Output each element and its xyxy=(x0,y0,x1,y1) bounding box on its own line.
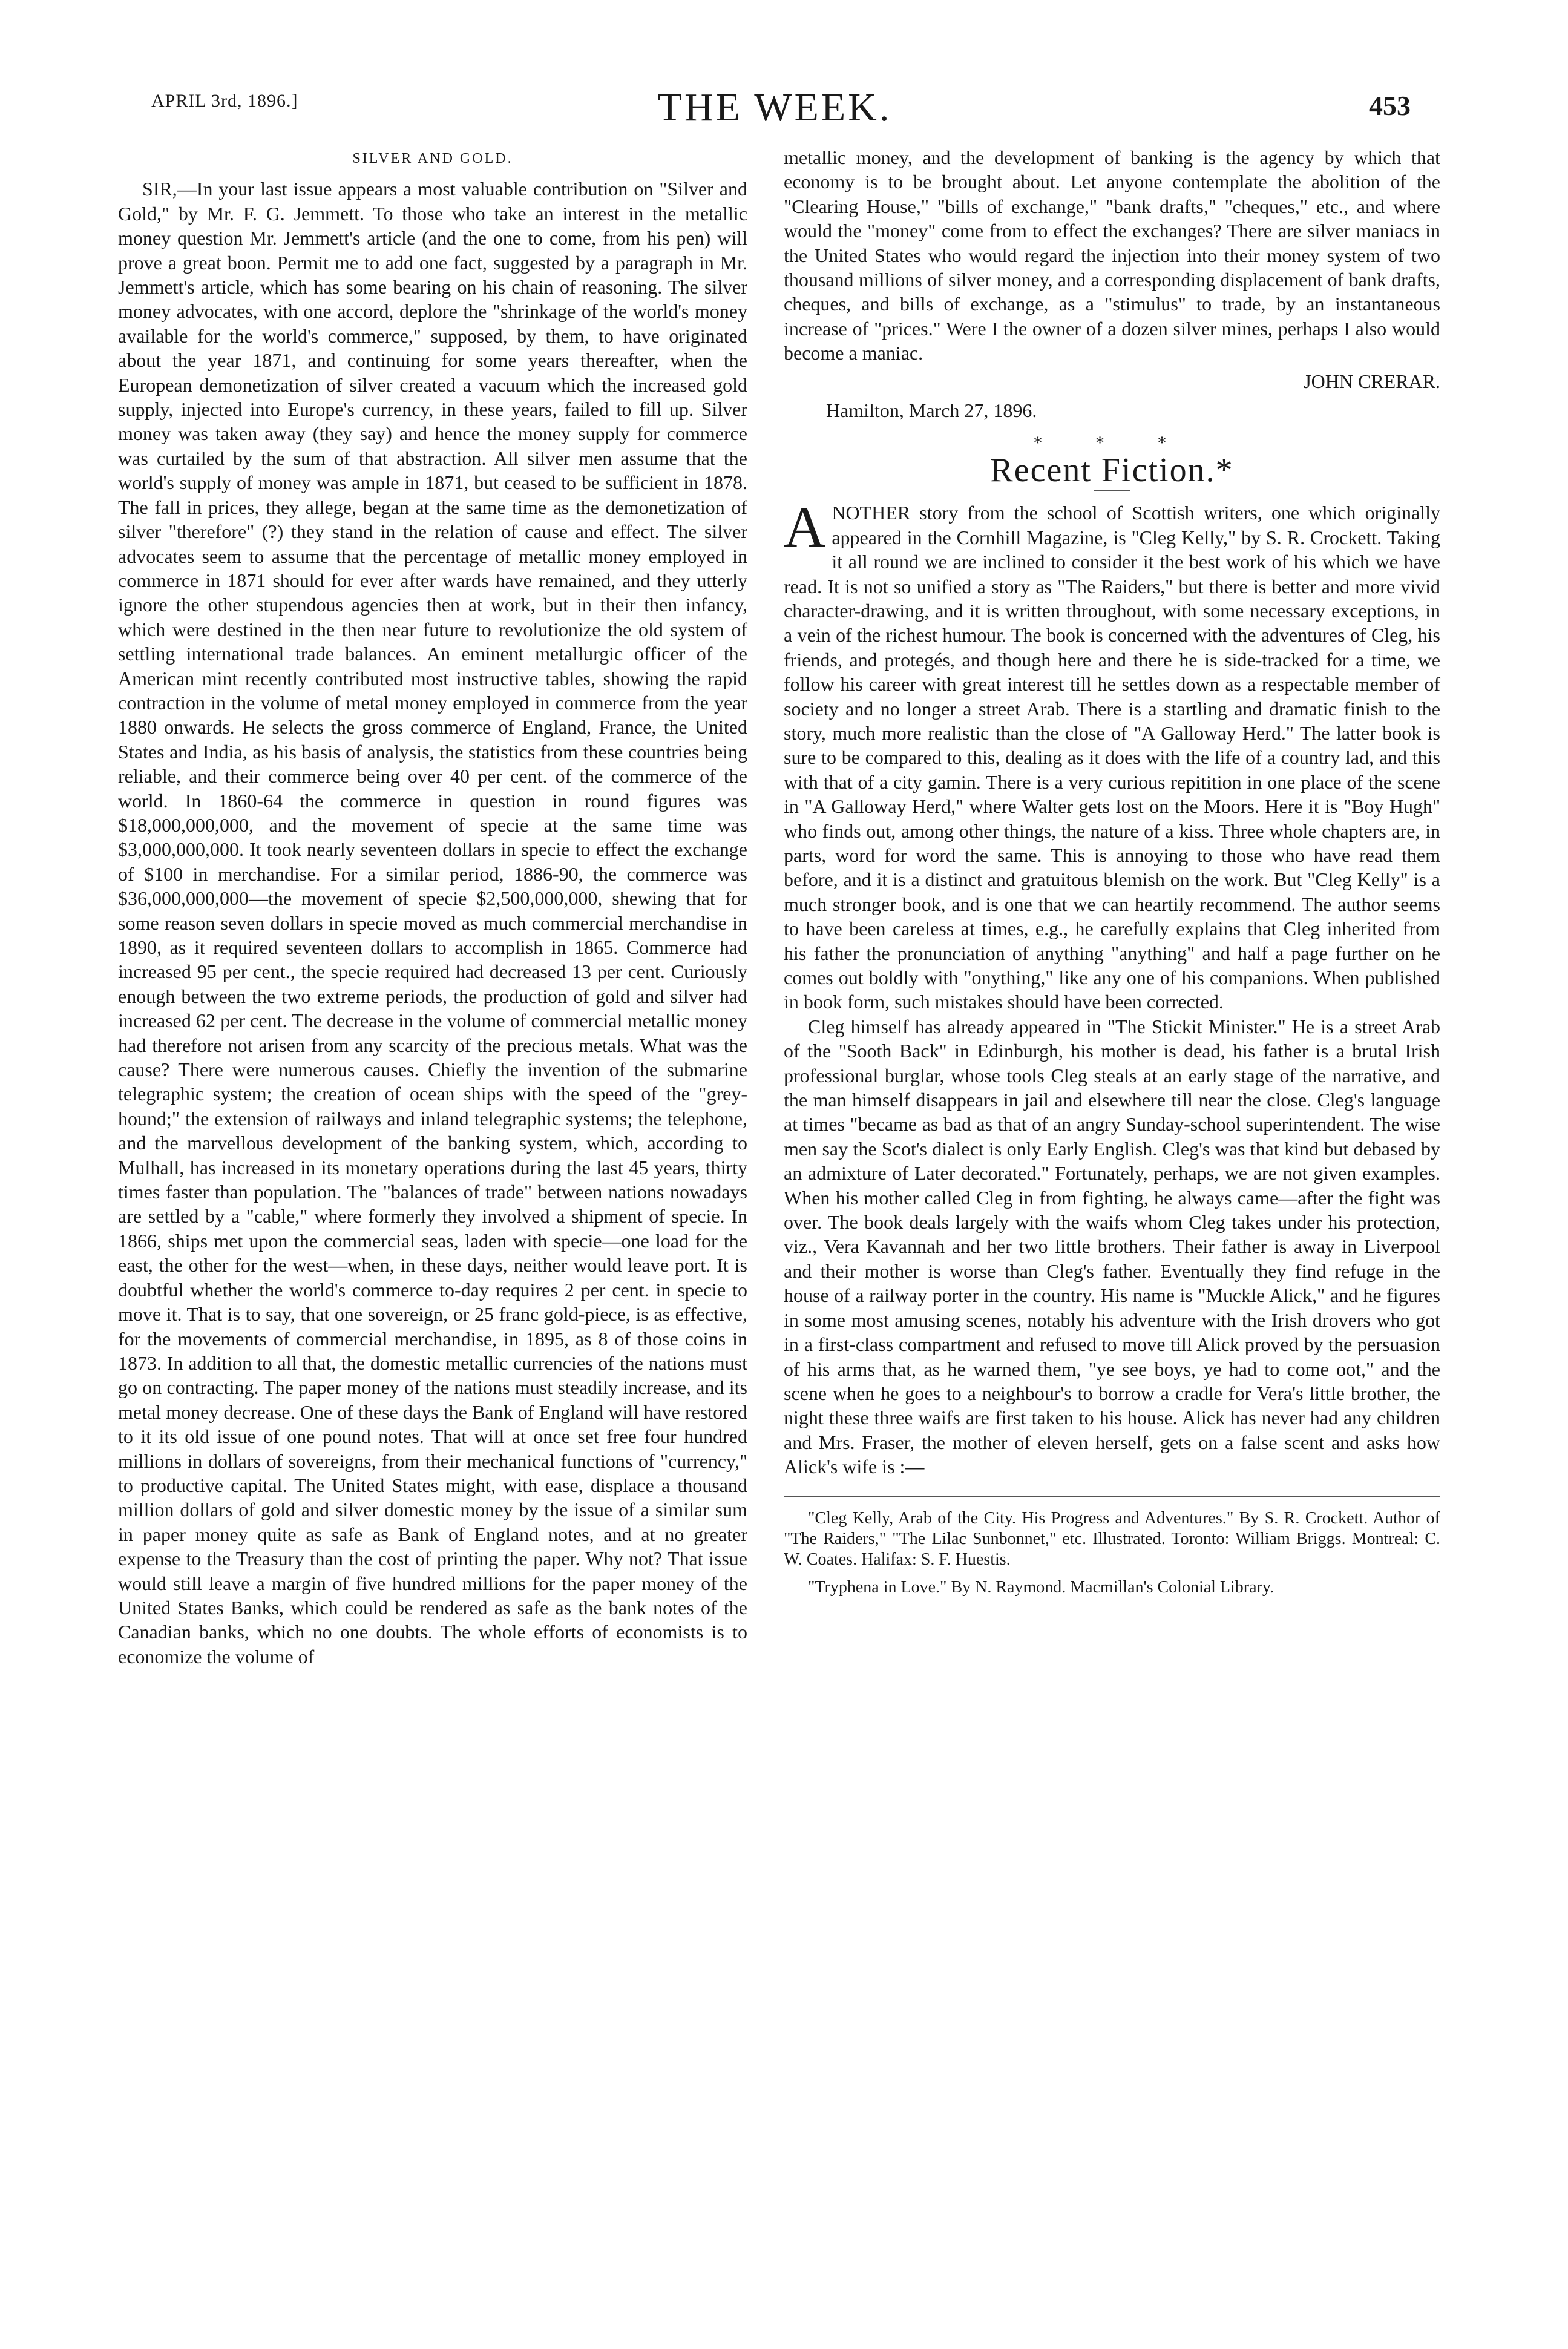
letter-heading: SILVER AND GOLD. xyxy=(352,151,513,166)
section-title: Recent Fiction.* xyxy=(990,451,1234,489)
footnotes xyxy=(784,1496,1440,1598)
letter-continuation: metallic money, and the development of banking is the agency by which that economy is to be brought about. Let anyone contemplate the abolition of the "Clearing House," "bills of exchange," "bank drafts," "cheques," etc., and where would the "money" come from to effect the exchanges? There are silver maniacs in the United States who would regard the injection into their money system of two thousand millions of silver money, and a corresponding displacement of bank drafts, cheques, and bills of exchange, as a "stimulus" to trade, by an instantaneous increase of "prices." Were I the owner of a dozen silver mines, perhaps I also would become a maniac. xyxy=(784,146,1440,364)
left-column xyxy=(118,145,747,1669)
letter-body: SIR,—In your last issue appears a most valuable contribution on "Silver and Gold," by Mr. F. G. Jemmett. To those who take an interest in the metallic money question Mr. Jemmett's article (and the one to come, from his pen) will prove a great boon. Permit me to add one fact, suggested by a paragraph in Mr. Jemmett's article, which has some bearing on his chain of reasoning. The silver money advocates, with one accord, deplore the "shrinkage of the world's money available for the world's commerce," supposed, by them, to have originated about the year 1871, and continuing for some years thereafter, when the European demonetization of silver created a vacuum which the increased gold supply, injected into Europe's currency, in these years, failed to fill up. Silver money was taken away (they say) and hence the money supply for commerce was curtailed by the sum of that abstraction. All silver men assume that the world's supply of money was ample in 1871, but ceased to be sufficient in 1878. The fall in prices, they allege, began at the same time as the demonetization of silver "therefore" (?) they stand in the relation of cause and effect. The silver advocates seem to assume that the percentage of metallic money employed in commerce in 1871 should for ever after wards have remained, and they utterly ignore the other stupendous agencies then at work, but in their then infancy, which were destined in the then near future to revolutionize the old system of settling international trade balances. An eminent metallurgic officer of the American mint recently contributed most instructive tables, showing the rapid contraction in the volume of metal money employed in commerce from the year 1880 onwards. He selects the gross commerce of England, France, the United States and India, as his basis of analysis, the statistics from these countries being reliable, and their commerce being over 40 per cent. of the commerce of the world. In 1860-64 the commerce in question in round figures was $18,000,000,000, and the movement of specie at the same time was $3,000,000,000. It took nearly seventeen dollars in specie to effect the exchange of $100 in merchandise. For a similar period, 1886-90, the commerce was $36,000,000,000—the movement of specie $2,500,000,000, shewing that for some reason seven dollars in specie moved as much commercial merchandise in 1890, as it required seventeen dollars to accomplish in 1865. Commerce had increased 95 per cent., the specie required had decreased 13 per cent. Curiously enough between the two extreme periods, the production of gold and silver had increased 62 per cent. The decrease in the volume of commercial metallic money had therefore not arisen from any scarcity of the precious metals. What was the cause? There were numerous causes. Chiefly the invention of the submarine telegraphic system; the creation of ocean ships with the speed of the "grey-hound;" the extension of railways and inland telegraphic systems; the telephone, and the marvellous development of the banking system, which, according to Mulhall, has increased in its monetary operations during the last 45 years, thirty times faster than population. The "balances of trade" between nations nowadays are settled by a "cable," where formerly they involved a shipment of specie. In 1866, ships met upon the commercial seas, laden with specie—one load for the east, the other for the west—when, in these days, neither would leave port. It is doubtful whether the world's commerce to-day requires 2 per cent. in specie to move it. That is to say, that one sovereign, or 25 franc gold-piece, is as effective, for the movements of commercial merchandise, in 1895, as 8 of those coins in 1873. In addition to all that, the domestic metallic currencies of the nations must go on contracting. The paper money of the nations must steadily increase, and its metal money decrease. One of these days the Bank of England will have restored to it its old issue of one pound notes. That will at once set free four hundred millions in dollars of sovereigns, from their mechanical functions of "currency," to productive capital. The United States might, with ease, displace a thousand million dollars of gold and silver domestic money by the issue of a similar sum in paper money quite as safe as Bank of England notes, and at no greater expense to the Treasury than the cost of printing the paper. Why not? That issue would still leave a margin of five hundred millions for the paper money of the United States Banks, which could be rendered as safe as the bank notes of the Canadian banks, which no one doubts. The whole efforts of economists is to economize the volume of xyxy=(118,178,747,1667)
issue-date: APRIL 3rd, 1896.] xyxy=(151,91,298,111)
review-paragraph-1 xyxy=(784,494,1440,1014)
right-column xyxy=(784,145,1440,1605)
footnote-1: "Cleg Kelly, Arab of the City. His Progress and Adventures." By S. R. Crockett. Author of "The Raiders," "The Lilac Sunbonnet," etc. Illustrated. Toronto: William Briggs. Montreal: C. W. Coates. Halifax: S. F. Huestis. xyxy=(784,1508,1440,1569)
review-paragraph-2: Cleg himself has already appeared in "The Stickit Minister." He is a street Arab of the "Sooth Back" in Edinburgh, his mother is dead, his father is a brutal Irish professional burglar, whose tools Cleg steals at an early stage of the narrative, and the man himself disappears in jail and elsewhere till near the close. Cleg's language at times "became as bad as that of an angry Sunday-school superintendent. The wise men say the Scot's dialect is only Early English. Cleg's was that kind but debased by an admixture of Later decorated." Fortunately, perhaps, we are not given examples. When his mother called Cleg in from fighting, he always came—after the fight was over. The book deals largely with the waifs whom Cleg takes under his protection, viz., Vera Kavannah and her two little brothers. Their father is away in Liverpool and their mother is worse than Cleg's father. Eventually they find refuge in the house of a railway porter in the country. His name is "Muckle Alick," and he figures in some most amusing scenes, notably his adventure with the Irish drovers who got in a first-class compartment and refused to move till Alick proved by the persuasion of his arms that, as he warned them, "ye see boys, ye had to come oot," and the scene when he goes to a neighbour's to borrow a cradle for Vera's little brother, the night these three waifs are first taken to his house. Alick has never had any children and Mrs. Fraser, the mother of eleven herself, gets on a false scent and asks how Alick's wife is :— xyxy=(784,1015,1440,1478)
letter-signature: JOHN CRERAR. xyxy=(1304,370,1440,392)
review-paragraph-1-text: NOTHER story from the school of Scottish writers, one which originally appeared in the Cornhill Magazine, is "Cleg Kelly," by S. R. Crockett. Taking it all round we are inclined to consider it the best work of his which we have read. It is not so unified a story as "The Raiders," but there is better and more vivid character-drawing, and it is written throughout, with some necessary exceptions, in a vein of the richest humour. The book is concerned with the adventures of Cleg, his friends, and protegés, and though here and there he is side-tracked for a time, we follow his career with great interest till he settles down as a respectable member of society and no longer a street Arab. There is a startling and dramatic finish to the story, much more realistic than the close of "A Galloway Herd." The latter book is sure to be compared to this, dealing as it does with the life of a country lad, and this with that of a city gamin. There is a very curious repitition in one place of the scene in "A Galloway Herd," where Walter gets lost on the Moors. Here it is "Boy Hugh" who finds out, among other things, the nature of a kiss. Three whole chapters are, in parts, word for word the same. This is annoying to those who have read them before, and it is a distinct and gratuitous blemish on the work. But "Cleg Kelly" is a much stronger book, and is one that we can heartily recommend. The author seems to have been careless at times, e.g., he carefully explains that Cleg inherited from his father the pronunciation of anything "anything" and half a page further on he comes out boldly with "onything," like any one of his companions. When published in book form, such mistakes should have been corrected. xyxy=(784,502,1440,1013)
masthead-title: THE WEEK. xyxy=(657,85,892,130)
page-header xyxy=(0,0,1568,157)
page-number: 453 xyxy=(1369,90,1411,121)
section-divider: * * * xyxy=(1033,433,1191,453)
drop-cap: A xyxy=(784,494,826,560)
title-rule xyxy=(1094,490,1130,491)
letter-place-date: Hamilton, March 27, 1896. xyxy=(826,399,1037,422)
footnote-2: "Tryphena in Love." By N. Raymond. Macmillan's Colonial Library. xyxy=(808,1577,1274,1597)
